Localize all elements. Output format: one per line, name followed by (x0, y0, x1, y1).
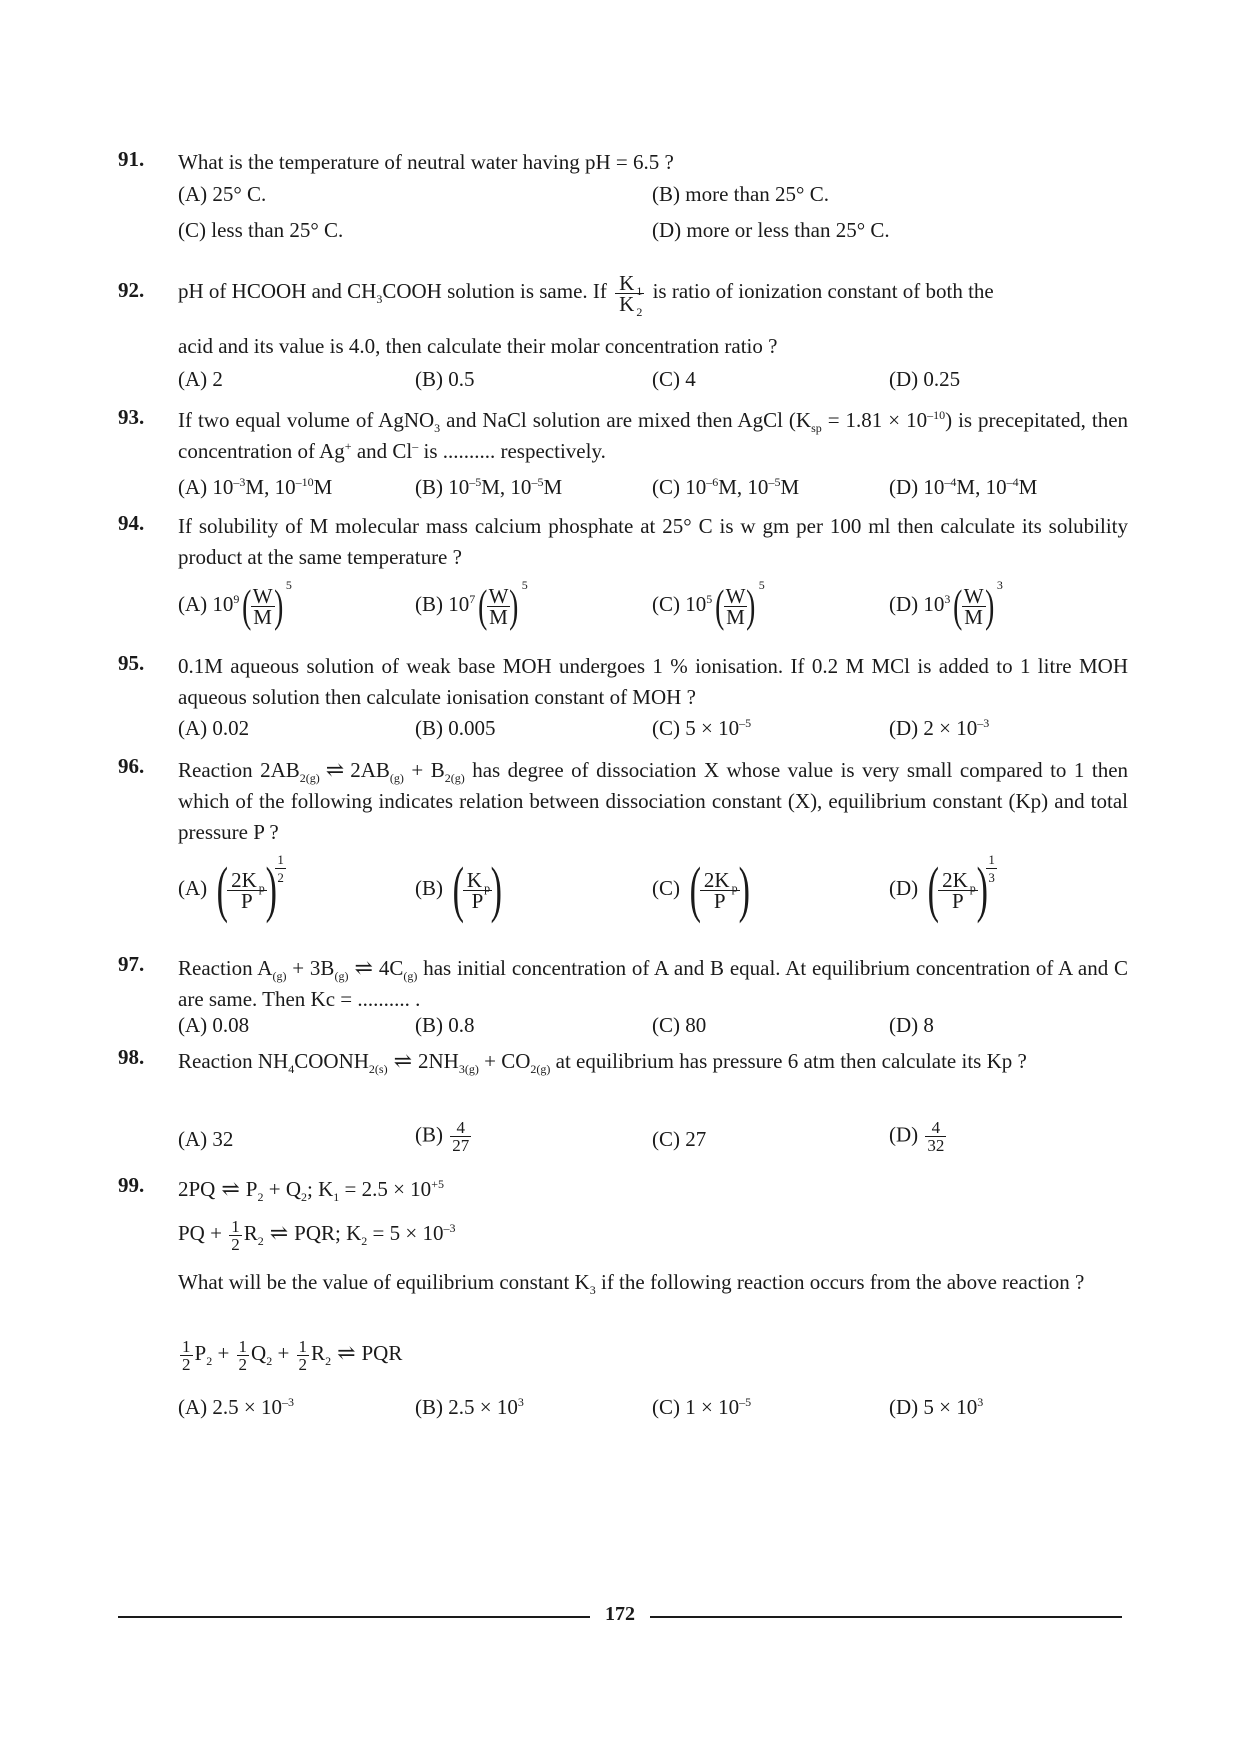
option-d[interactable]: (D) $\frac{4}{32}$ (889, 1118, 945, 1155)
reaction-1: 2PQ ⇌ $P_2 + Q_2$; $K_1 = 2.5 \times 10^{+5}$ (178, 1176, 444, 1205)
option-b[interactable]: (B) more than 25° C. (652, 182, 829, 206)
question-text: Reaction $2AB_{2(g)}$ ⇌ $2AB_{(g)} + B_{2(g)}$ has degree of dissociation X whose value is very small compared to 1 then which of the following indicates relation between dissociation constant (X), equilibrium constant (Kp) and total pressure P ? (178, 757, 1129, 844)
option-a[interactable]: (A) $2.5 \times 10^{-3}$ (178, 1395, 294, 1419)
option-d[interactable]: (D) $10^{-4}M$, $10^{-4}M$ (889, 475, 1038, 499)
option-d[interactable]: (D) $5 \times 10^3$ (889, 1395, 984, 1419)
option-c[interactable]: (C) $10^5$( $\frac{W}{M}$ ) $^5$ (652, 577, 765, 631)
option-c[interactable]: (C) $5 \times 10^{-5}$ (652, 716, 752, 740)
option-a[interactable]: (A) 0.08 (178, 1013, 250, 1037)
option-c[interactable]: (C) ( $\frac{2K _p}{P}$ ) (652, 856, 750, 924)
question-text: pH of HCOOH and $CH_3COOH$ solution is same. If $\frac{K _1}{K _2}$ is ratio of ionization constant of both the (178, 270, 994, 319)
option-b[interactable]: (B) $\frac{4}{27}$ (415, 1118, 470, 1155)
question-text: If solubility of M molecular mass calcium phosphate at 25° C is w gm per 100 ml then calculate its solubility product at the same temperature ? (178, 514, 1128, 569)
question-number: 99. (118, 1173, 145, 1197)
option-b[interactable]: (B) 0.5 (415, 367, 475, 391)
option-b[interactable]: (B) $10^{-5}M$, $10^{-5}M$ (415, 475, 563, 499)
question-number: 98. (118, 1045, 145, 1069)
option-b[interactable]: (B) $2.5 \times 10^3$ (415, 1395, 524, 1419)
option-a[interactable]: (A) $10^9$( $\frac{W}{M}$ ) $^5$ (178, 577, 292, 631)
option-c[interactable]: (C) $10^{-6}M$, $10^{-5}M$ (652, 475, 800, 499)
option-d[interactable]: (D) ( $\frac{2K _p}{P}$ ) $\frac{1}{3}$ (889, 851, 995, 924)
option-d[interactable]: (D) 8 (889, 1013, 934, 1037)
option-c[interactable]: (C) $1 \times 10^{-5}$ (652, 1395, 752, 1419)
option-d[interactable]: (D) more or less than 25° C. (652, 218, 890, 242)
option-a[interactable]: (A) 32 (178, 1127, 234, 1151)
option-a[interactable]: (A) $10^{-3}M$, $10^{-10}M$ (178, 475, 333, 499)
option-a[interactable]: (A) 2 (178, 367, 223, 391)
options-row (178, 367, 1128, 407)
reaction-3: $\frac{1}{2}$ $P_2$ + $\frac{1}{2}$ $Q_2$ + $\frac{1}{2}$ $R_2$ ⇌ PQR (182, 1336, 403, 1374)
question-text: What is the temperature of neutral water having pH = 6.5 ? (178, 150, 674, 174)
question-text: Reaction $NH_4COONH_{2(s)}$ ⇌ $2NH_{3(g)} + CO_{2(g)}$ at equilibrium has pressure 6 atm then calculate its Kp ? (178, 1048, 1027, 1077)
question-text: What will be the value of equilibrium constant $K_3$ if the following reaction occurs from the above reaction ? (178, 1270, 1085, 1298)
options-row (178, 577, 1128, 643)
option-b[interactable]: (B) $10^7$( $\frac{W}{M}$ ) $^5$ (415, 577, 528, 631)
option-a[interactable]: (A) 25° C. (178, 182, 267, 206)
page-number: 172 (605, 1603, 635, 1625)
k-ratio-fraction: $\frac{K _1}{K _2}$ (615, 273, 644, 314)
option-d[interactable]: (D) $10^3$( $\frac{W}{M}$ ) $^3$ (889, 577, 1003, 631)
question-text: If two equal volume of AgNO$_3$ and NaCl solution are mixed then AgCl $(K_{sp} = 1.81 \times 10^{-10})$ is precepitated, then concentration of Ag+ and Cl– is .......... respectively. (178, 408, 1129, 463)
option-c[interactable]: (C) 80 (652, 1013, 707, 1037)
option-d[interactable]: (D) 0.25 (889, 367, 961, 391)
option-a[interactable]: (A) 0.02 (178, 716, 250, 740)
question-number: 96. (118, 754, 145, 778)
options-row (178, 851, 1128, 939)
question-text: Reaction $A_{(g)} + 3B_{(g)}$ ⇌ $4C_{(g)}$ has initial concentration of A and B equal. At equilibrium concentration of A and C are same. Then Kc = .......... . (178, 955, 1129, 1011)
question-text: 0.1M aqueous solution of weak base MOH undergoes 1 % ionisation. If 0.2 M MCl is added to 1 litre MOH aqueous solution then calculate ionisation constant of MOH ? (178, 654, 1128, 709)
options-row (178, 1395, 1128, 1435)
options-row-2 (178, 218, 1128, 258)
question-number: 93. (118, 405, 145, 429)
options-row (178, 1118, 1128, 1177)
option-a[interactable]: (A) ( $\frac{2K _p}{P}$ ) $\frac{1}{2}$ (178, 851, 284, 924)
question-number: 97. (118, 952, 145, 976)
question-number: 92. (118, 278, 145, 302)
option-c[interactable]: (C) less than 25° C. (178, 218, 344, 242)
option-b[interactable]: (B) 0.005 (415, 716, 496, 740)
question-text-continued: acid and its value is 4.0, then calculate their molar concentration ratio ? (178, 334, 778, 358)
option-c[interactable]: (C) 4 (652, 367, 696, 391)
reaction-2: PQ + $\frac{1}{2}$ $R_2$ ⇌ PQR; $K_2 = 5 \times 10^{-3}$ (178, 1216, 456, 1254)
option-d[interactable]: (D) $2 \times 10^{-3}$ (889, 716, 990, 740)
options-row (178, 716, 1128, 756)
options-row (178, 475, 1128, 515)
question-number: 95. (118, 651, 145, 675)
option-b[interactable]: (B) 0.8 (415, 1013, 475, 1037)
option-c[interactable]: (C) 27 (652, 1127, 707, 1151)
options-row-1 (178, 182, 1128, 222)
question-number: 94. (118, 511, 145, 535)
option-b[interactable]: (B) ( $\frac{K _p}{P}$ ) (415, 856, 503, 924)
question-number: 91. (118, 147, 145, 171)
